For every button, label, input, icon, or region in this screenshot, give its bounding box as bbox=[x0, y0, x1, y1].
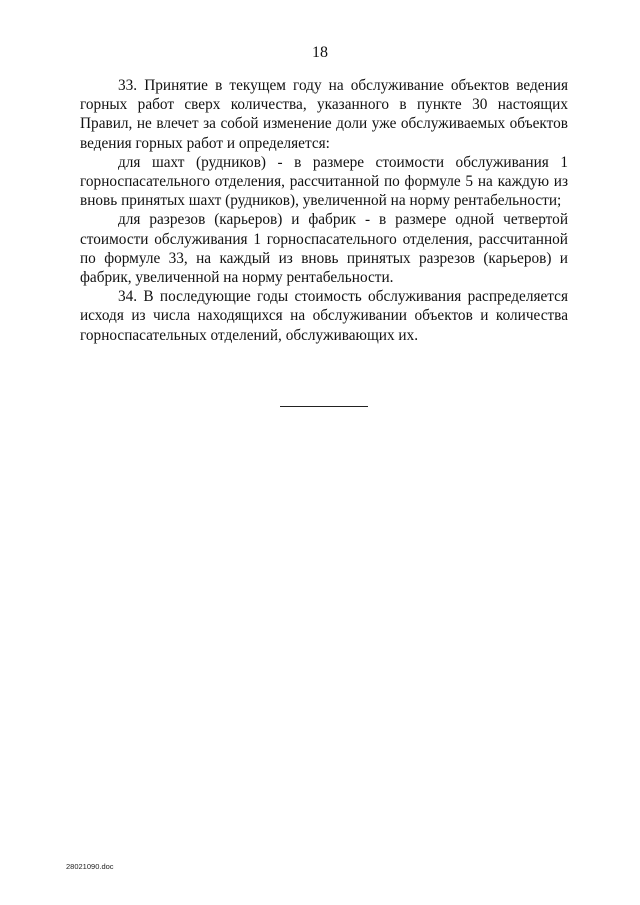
paragraph-mines: для шахт (рудников) - в размере стоимости обслуживания 1 горноспасательного отделения, рассчитанной по формуле 5 на каждую из вновь принятых шахт (рудников), увеличенной на норму рентабельности; bbox=[80, 153, 568, 210]
paragraph-33: 33. Принятие в текущем году на обслуживание объектов ведения горных работ сверх количества, указанного в пункте 30 настоящих Правил, не влечет за собой изменение доли уже обслуживаемых объектов ведения горных работ и определяется: bbox=[80, 77, 568, 152]
paragraph-open-pits: для разрезов (карьеров) и фабрик - в размере одной четвертой стоимости обслуживания 1 горноспасательного отделения, рассчитанной по формуле 33, на каждый из вновь принятых разрезов (карьеров) и фабрик, увеличенной на норму рентабельности. bbox=[80, 211, 568, 287]
document-file-code: 28021090.doc bbox=[66, 862, 114, 871]
end-divider bbox=[280, 406, 368, 407]
page-number: 18 bbox=[312, 44, 328, 61]
paragraph-34: 34. В последующие годы стоимость обслуживания распределяется исходя из числа находящихся на обслуживании объектов и количества горноспасательных отделений, обслуживающих их. bbox=[80, 288, 568, 344]
document-body bbox=[80, 76, 568, 345]
